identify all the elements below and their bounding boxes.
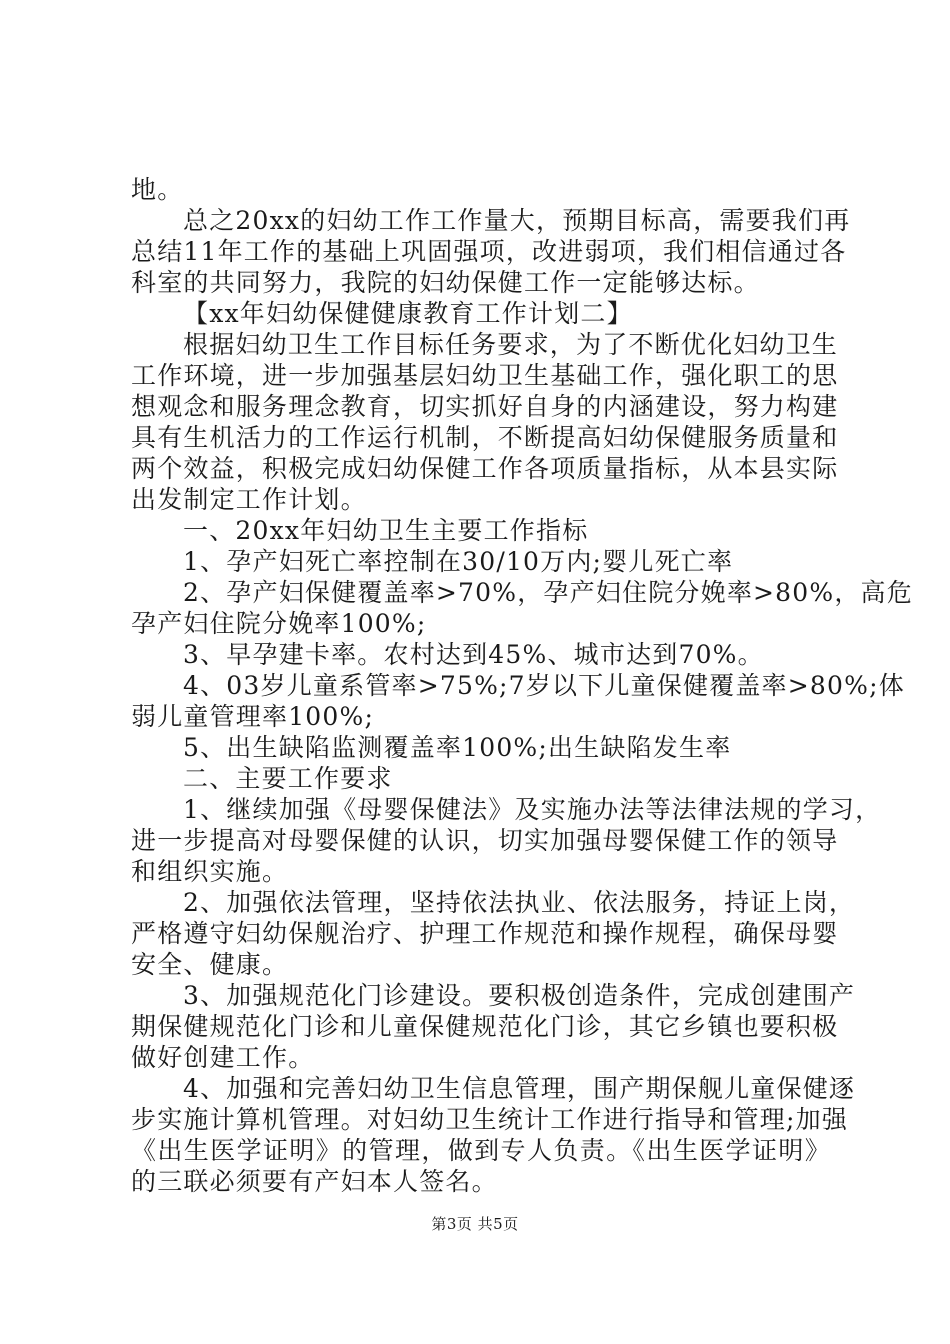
text-line: 1、孕产妇死亡率控制在30/10万内;婴儿死亡率 <box>183 547 734 576</box>
text-line: 一、20xx年妇幼卫生主要工作指标 <box>183 516 589 545</box>
text-line: 2、孕产妇保健覆盖率>70%，孕产妇住院分娩率>80%，高危 <box>183 578 913 607</box>
text-line: 弱儿童管理率100%; <box>131 702 375 731</box>
text-line: 想观念和服务理念教育，切实抓好自身的内涵建设，努力构建 <box>131 392 839 421</box>
text-line: 孕产妇住院分娩率100%; <box>131 609 427 638</box>
text-line: 两个效益，积极完成妇幼保健工作各项质量指标，从本县实际 <box>131 454 839 483</box>
text-line: 工作环境，进一步加强基层妇幼卫生基础工作，强化职工的思 <box>131 361 839 390</box>
text-line: 做好创建工作。 <box>131 1043 315 1072</box>
text-line: 3、加强规范化门诊建设。要积极创造条件，完成创建围产 <box>183 981 856 1010</box>
document-body <box>131 174 913 1197</box>
page-footer: 第3页 共5页 <box>431 1215 519 1233</box>
text-line: 安全、健康。 <box>131 950 289 979</box>
text-line: 总结11年工作的基础上巩固强项，改进弱项，我们相信通过各 <box>131 237 847 266</box>
text-line: 总之20xx的妇幼工作工作量大，预期目标高，需要我们再 <box>183 206 851 235</box>
text-line: 期保健规范化门诊和儿童保健规范化门诊，其它乡镇也要积极 <box>131 1012 839 1041</box>
text-line: 的三联必须要有产妇本人签名。 <box>131 1167 498 1196</box>
text-line: 3、早孕建卡率。农村达到45%、城市达到70%。 <box>183 640 764 669</box>
text-line: 二、主要工作要求 <box>183 764 393 793</box>
text-line: 进一步提高对母婴保健的认识，切实加强母婴保健工作的领导 <box>131 826 839 855</box>
text-line: 《出生医学证明》的管理，做到专人负责。《出生医学证明》 <box>131 1136 831 1165</box>
text-line: 4、03岁儿童系管率>75%;7岁以下儿童保健覆盖率>80%;体 <box>183 671 905 700</box>
text-line: 1、继续加强《母婴保健法》及实施办法等法律法规的学习， <box>183 795 882 824</box>
text-line: 2、加强依法管理，坚持依法执业、依法服务，持证上岗， <box>183 888 856 917</box>
text-line: 根据妇幼卫生工作目标任务要求，为了不断优化妇幼卫生 <box>183 330 839 359</box>
text-line: 具有生机活力的工作运行机制，不断提高妇幼保健服务质量和 <box>131 423 839 452</box>
text-line: 和组织实施。 <box>131 857 289 886</box>
text-line: 地。 <box>131 175 184 204</box>
text-line: 4、加强和完善妇幼卫生信息管理，围产期保舰儿童保健逐 <box>183 1074 856 1103</box>
text-line: 科室的共同努力，我院的妇幼保健工作一定能够达标。 <box>131 268 760 297</box>
text-line: 步实施计算机管理。对妇幼卫生统计工作进行指导和管理;加强 <box>131 1105 849 1134</box>
text-line: 【xx年妇幼保健健康教育工作计划二】 <box>183 299 633 328</box>
text-line: 5、出生缺陷监测覆盖率100%;出生缺陷发生率 <box>183 733 732 762</box>
text-line: 严格遵守妇幼保舰治疗、护理工作规范和操作规程，确保母婴 <box>131 919 839 948</box>
text-line: 出发制定工作计划。 <box>131 485 367 514</box>
